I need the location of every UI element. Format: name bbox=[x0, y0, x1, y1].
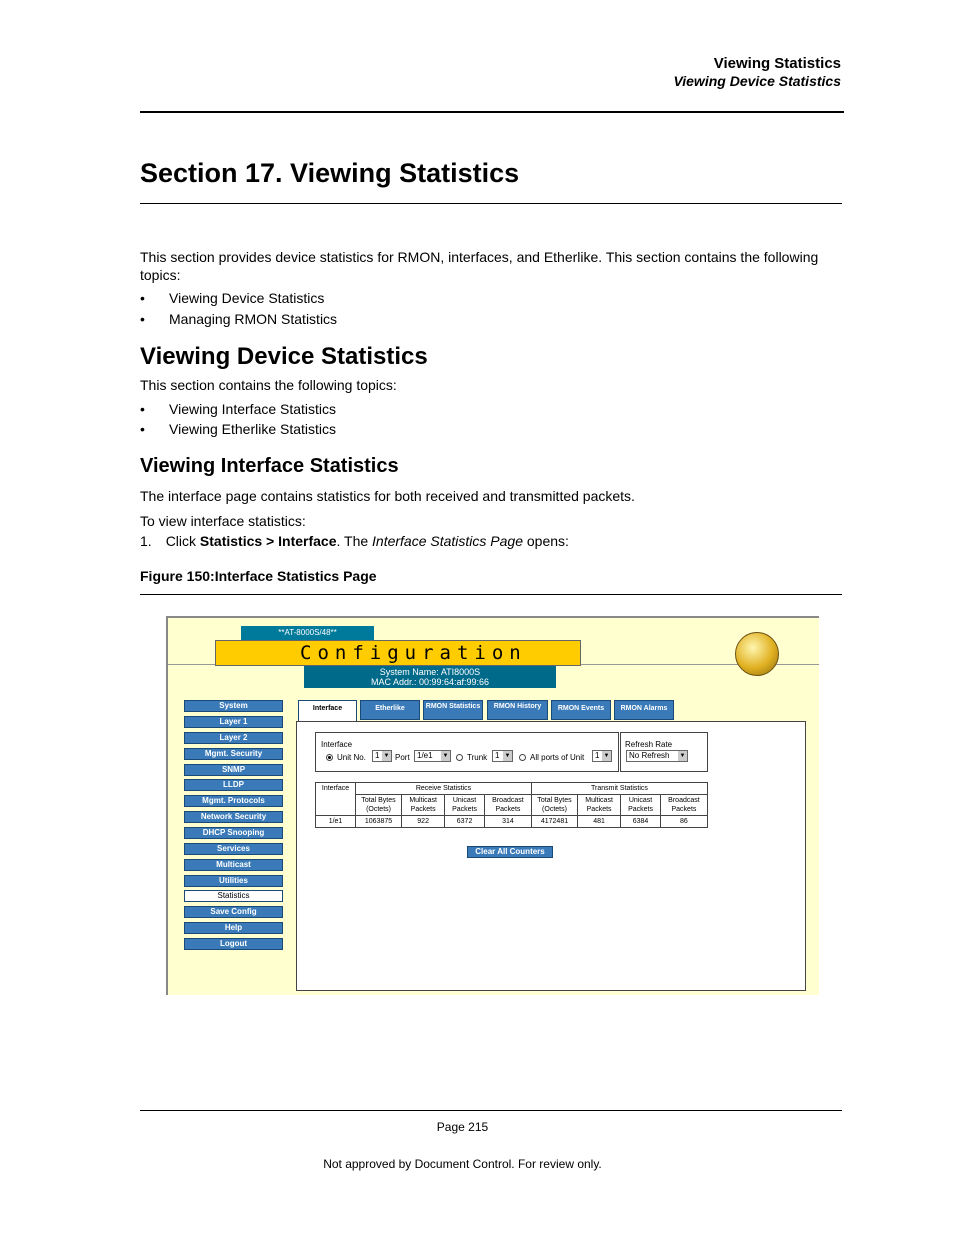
nav-help[interactable]: Help bbox=[184, 922, 283, 934]
all-ports-label: All ports of Unit bbox=[530, 753, 585, 762]
tab-rmon-statistics[interactable]: RMON Statistics bbox=[423, 700, 483, 720]
unit-select[interactable]: 1 ▼ bbox=[372, 750, 392, 762]
nav-dhcp-snooping[interactable]: DHCP Snooping bbox=[184, 827, 283, 839]
interface-statistics-screenshot bbox=[166, 616, 819, 995]
chevron-down-icon: ▼ bbox=[504, 753, 511, 759]
all-ports-radio[interactable] bbox=[519, 754, 526, 761]
column-group-transmit: Transmit Statistics bbox=[531, 783, 707, 795]
review-note: Not approved by Document Control. For review only. bbox=[323, 1157, 602, 1171]
step-1: 1. Click Statistics > Interface. The Interface Statistics Page opens: bbox=[140, 533, 569, 549]
column-header: Total Bytes (Octets) bbox=[531, 795, 577, 816]
interface-stats-paragraph: The interface page contains statistics for both received and transmitted packets. bbox=[140, 488, 635, 504]
refresh-rate-box bbox=[620, 732, 708, 772]
column-header-interface: Interface bbox=[316, 783, 356, 816]
statistics-panel bbox=[296, 721, 806, 991]
configuration-banner: Configuration bbox=[215, 640, 581, 666]
refresh-rate-select[interactable]: No Refresh ▼ bbox=[626, 750, 688, 762]
device-model-label: **AT-8000S/48** bbox=[241, 626, 374, 640]
nav-statistics[interactable]: Statistics bbox=[184, 890, 283, 902]
table-cell: 922 bbox=[402, 816, 445, 828]
nav-layer-2[interactable]: Layer 2 bbox=[184, 732, 283, 744]
tab-interface[interactable]: Interface bbox=[298, 700, 357, 722]
table-cell: 1/e1 bbox=[316, 816, 356, 828]
all-ports-unit-select[interactable]: 1 ▼ bbox=[592, 750, 612, 762]
trunk-label: Trunk bbox=[467, 753, 488, 762]
interface-label: Interface bbox=[321, 740, 353, 749]
heading-device-statistics: Viewing Device Statistics bbox=[140, 343, 428, 370]
column-header: Multicast Packets bbox=[578, 795, 621, 816]
column-header: Total Bytes (Octets) bbox=[356, 795, 402, 816]
mac-address: MAC Addr.: 00:99:64:af:99:66 bbox=[370, 677, 490, 687]
figure-caption: Figure 150:Interface Statistics Page bbox=[140, 568, 377, 584]
nav-save-config[interactable]: Save Config bbox=[184, 906, 283, 918]
unit-radio[interactable] bbox=[326, 754, 333, 761]
column-header: Unicast Packets bbox=[445, 795, 485, 816]
table-cell: 6372 bbox=[445, 816, 485, 828]
column-header: Broadcast Packets bbox=[484, 795, 531, 816]
chevron-down-icon: ▼ bbox=[383, 753, 390, 759]
nav-logout[interactable]: Logout bbox=[184, 938, 283, 950]
table-cell: 1063875 bbox=[356, 816, 402, 828]
nav-utilities[interactable]: Utilities bbox=[184, 875, 283, 887]
column-group-receive: Receive Statistics bbox=[356, 783, 532, 795]
nav-multicast[interactable]: Multicast bbox=[184, 859, 283, 871]
to-view-text: To view interface statistics: bbox=[140, 513, 306, 529]
system-info-box bbox=[304, 666, 556, 688]
trunk-radio[interactable] bbox=[456, 754, 463, 761]
tab-etherlike[interactable]: Etherlike bbox=[360, 700, 420, 720]
page-number: Page 215 bbox=[436, 1120, 489, 1134]
tab-rmon-history[interactable]: RMON History bbox=[487, 700, 548, 720]
table-cell: 314 bbox=[484, 816, 531, 828]
table-cell: 6384 bbox=[621, 816, 661, 828]
table-cell: 4172481 bbox=[531, 816, 577, 828]
nav-lldp[interactable]: LLDP bbox=[184, 779, 283, 791]
intro-paragraph: This section provides device statistics for RMON, interfaces, and Etherlike. This section contains the following topics: bbox=[140, 249, 819, 283]
chevron-down-icon: ▼ bbox=[442, 753, 449, 759]
running-header-chapter: Viewing Statistics bbox=[713, 55, 841, 72]
chevron-down-icon: ▼ bbox=[603, 753, 610, 759]
heading-interface-statistics: Viewing Interface Statistics bbox=[140, 455, 399, 477]
device-stats-intro: This section contains the following topics: bbox=[140, 377, 397, 393]
chevron-down-icon: ▼ bbox=[679, 753, 686, 759]
section-title: Section 17. Viewing Statistics bbox=[140, 158, 520, 188]
running-header-section: Viewing Device Statistics bbox=[673, 73, 841, 89]
footer-rule bbox=[140, 1110, 842, 1111]
column-header: Unicast Packets bbox=[621, 795, 661, 816]
refresh-rate-label: Refresh Rate bbox=[625, 740, 673, 749]
nav-mgmt-security[interactable]: Mgmt. Security bbox=[184, 748, 283, 760]
globe-logo-icon bbox=[735, 632, 779, 676]
table-row bbox=[316, 816, 708, 828]
column-header: Broadcast Packets bbox=[660, 795, 707, 816]
nav-layer-1[interactable]: Layer 1 bbox=[184, 716, 283, 728]
nav-mgmt-protocols[interactable]: Mgmt. Protocols bbox=[184, 795, 283, 807]
clear-all-counters-button[interactable]: Clear All Counters bbox=[467, 846, 553, 858]
system-name: System Name: ATI8000S bbox=[379, 667, 481, 677]
trunk-select[interactable]: 1 ▼ bbox=[492, 750, 513, 762]
nav-network-security[interactable]: Network Security bbox=[184, 811, 283, 823]
banner-divider-right bbox=[784, 664, 819, 665]
title-rule bbox=[140, 203, 842, 204]
nav-services[interactable]: Services bbox=[184, 843, 283, 855]
unit-no-label: Unit No. bbox=[337, 753, 366, 762]
header-rule bbox=[140, 111, 844, 113]
port-select[interactable]: 1/e1 ▼ bbox=[414, 750, 451, 762]
column-header: Multicast Packets bbox=[402, 795, 445, 816]
table-cell: 481 bbox=[578, 816, 621, 828]
figure-rule bbox=[140, 594, 842, 595]
tab-rmon-alarms[interactable]: RMON Alarms bbox=[614, 700, 674, 720]
table-cell: 86 bbox=[660, 816, 707, 828]
interface-selector-box bbox=[315, 732, 619, 772]
nav-snmp[interactable]: SNMP bbox=[184, 764, 283, 776]
interface-statistics-table bbox=[315, 782, 708, 828]
port-label: Port bbox=[395, 753, 410, 762]
tab-rmon-events[interactable]: RMON Events bbox=[551, 700, 611, 720]
nav-system[interactable]: System bbox=[184, 700, 283, 712]
